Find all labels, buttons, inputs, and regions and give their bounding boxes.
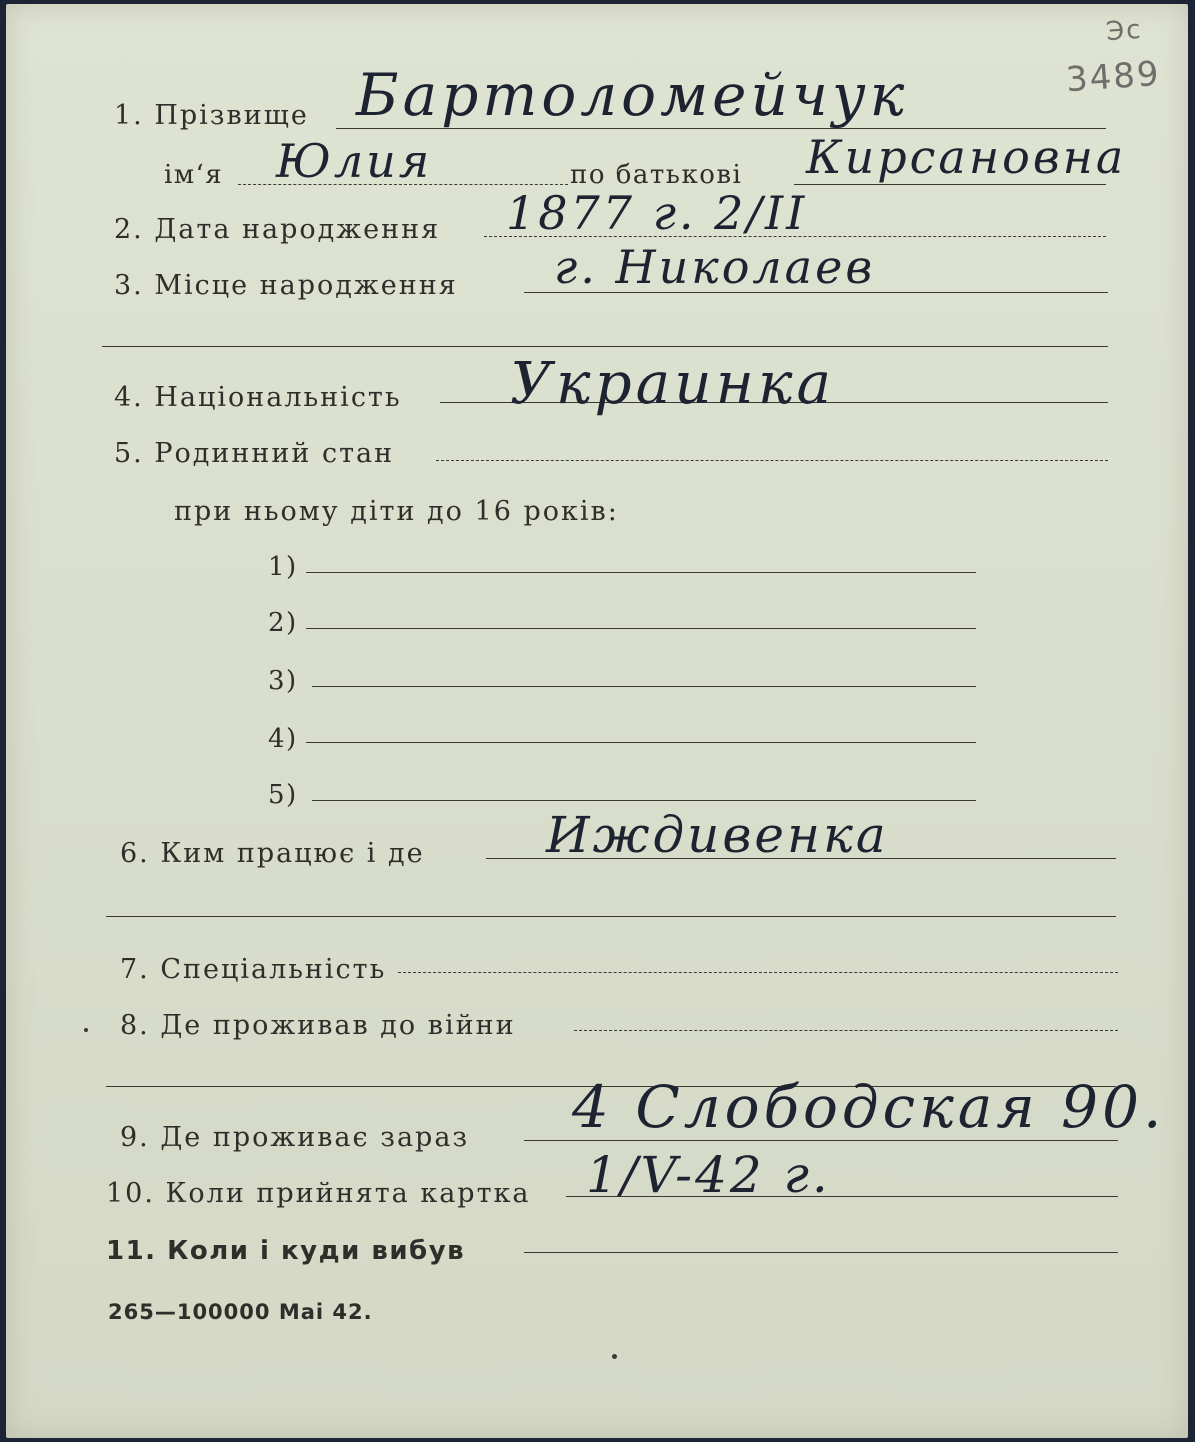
archive-number: 3489 [1064, 53, 1162, 101]
card-accepted-value: 1/V-42 г. [586, 1146, 831, 1204]
first-name-label: ім‘я [164, 160, 224, 190]
current-residence-label: 9. Де проживає зараз [120, 1122, 470, 1153]
marital-status-line [436, 460, 1108, 461]
nationality-label: 4. Національність [114, 382, 402, 413]
paper-speck [612, 1354, 617, 1359]
prewar-residence-label: 8. Де проживав до війни [120, 1010, 516, 1041]
child-1-label: 1) [268, 552, 298, 582]
marital-status-label: 5. Родинний стан [114, 438, 395, 469]
child-2-label: 2) [268, 608, 298, 638]
child-5-label: 5) [268, 780, 298, 810]
child-1-line [306, 572, 976, 573]
print-mark: 265—100000 Mai 42. [108, 1300, 373, 1324]
birth-place-label: 3. Місце народження [114, 270, 458, 301]
child-4-label: 4) [268, 724, 298, 754]
nationality-value: Украинка [510, 349, 836, 417]
card-accepted-label: 10. Коли прийнята картка [106, 1178, 531, 1209]
work-line-2 [106, 916, 1116, 917]
child-5-line [312, 800, 976, 801]
children-label: при ньому діти до 16 років: [174, 496, 619, 527]
prewar-residence-line [574, 1030, 1118, 1031]
surname-label: 1. Прізвище [114, 100, 309, 131]
speciality-line [398, 972, 1118, 973]
birth-date-value: 1877 г. 2/II [506, 186, 808, 240]
paper-speck [84, 1028, 88, 1032]
child-3-line [312, 686, 976, 687]
work-label: 6. Ким працює і де [120, 838, 425, 869]
current-residence-value: 4 Слободская 90. [572, 1073, 1166, 1141]
patronymic-line [794, 184, 1106, 185]
patronymic-value: Кирсановна [806, 130, 1127, 184]
child-3-label: 3) [268, 666, 298, 696]
child-4-line [306, 742, 976, 743]
registration-card [6, 4, 1188, 1438]
birth-place-line-2 [102, 346, 1108, 347]
first-name-value: Юлия [276, 134, 433, 188]
birth-place-value: г. Николаев [554, 240, 876, 294]
departure-label: 11. Коли і куди вибув [106, 1236, 466, 1266]
child-2-line [306, 628, 976, 629]
birth-date-label: 2. Дата народження [114, 214, 441, 245]
departure-line [524, 1252, 1118, 1253]
work-value: Иждивенка [546, 806, 889, 864]
corner-mark-top: Эс [1104, 14, 1144, 48]
patronymic-label: по батькові [570, 160, 743, 190]
speciality-label: 7. Спеціальність [120, 954, 387, 985]
surname-value: Бартоломейчук [356, 61, 909, 129]
